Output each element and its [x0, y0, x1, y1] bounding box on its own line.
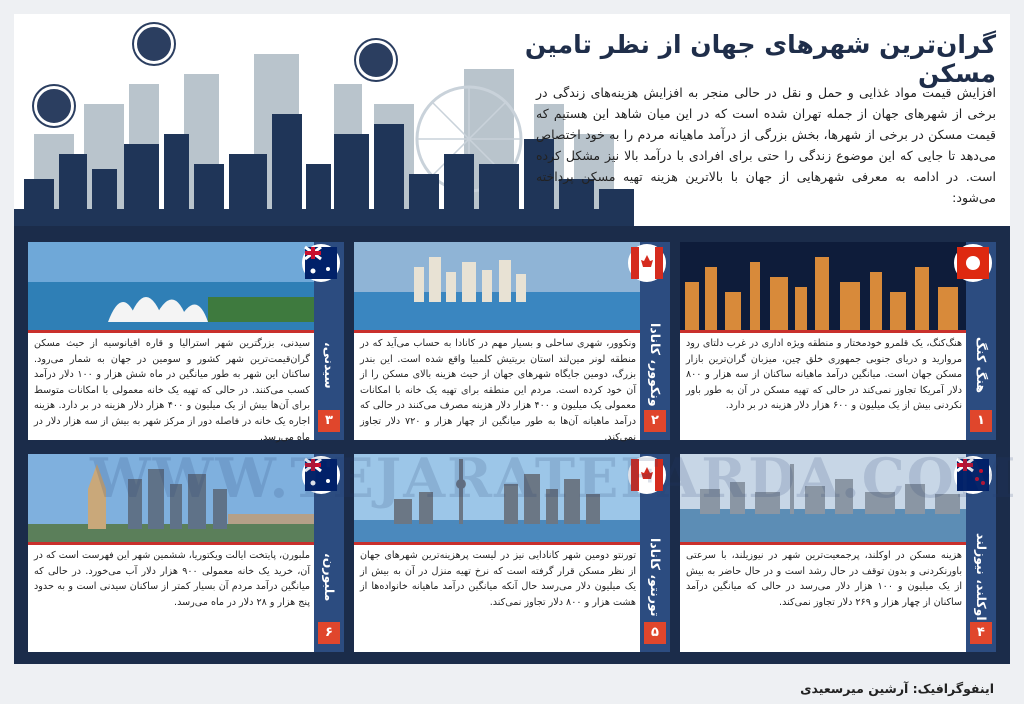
accent-bar: [28, 330, 314, 333]
australia-flag-icon: [302, 244, 340, 282]
city-name: ملبورن، استرالیا: [292, 552, 337, 602]
city-name: تورنتو، کانادا: [648, 537, 663, 617]
credit-line: اینفوگرافیک: آرشین میرسعیدی: [800, 681, 994, 696]
accent-bar: [354, 542, 640, 545]
city-name: هنگ کنگ: [974, 336, 989, 394]
rank-badge: ۳: [318, 410, 340, 432]
page-title: گران‌ترین شهرهای جهان از نظر تامین مسکن: [524, 30, 996, 88]
hong-kong-flag-icon: [954, 244, 992, 282]
money-icon: [356, 40, 396, 80]
city-card-vancouver: [354, 242, 670, 443]
money-icon: [134, 24, 174, 64]
rank-badge: ۴: [970, 622, 992, 644]
city-card-hong-kong: [680, 242, 996, 440]
city-description: هنگ‌کنگ، یک قلمرو خودمختار و منطقه ویژه اداری در غرب دلتای رود مروارید و دریای جنوبی جمهوری خلق چین، میزبان گران‌ترین بازار مسکن جهان است. میانگین درآمد ماهیانه ساکنان از سه هزار و ۸۰۰ دلار آمریکا تجاوز نمی‌کند در حالی که تهیه مسکن در آن به طور باور نکردنی بیش از یک میلیون و ۶۰۰ هزار دلار هزینه در بر دارد.: [686, 338, 962, 412]
city-description: تورنتو دومین شهر کانادایی نیز در لیست پرهزینه‌ترین شهرهای جهان از نظر مسکن قرار گرفته است که نرخ تهیه منزل در آن به بیش از یک میلیون دلار می‌رسد حال آنکه میانگین درآمد ماهیانه خانواده‌ها از هشت هزار و ۸۰۰ دلار تجاوز نمی‌کند.: [360, 550, 636, 608]
accent-bar: [354, 330, 640, 333]
city-description: ونکوور، شهری ساحلی و بسیار مهم در کانادا به حساب می‌آید که در منطقه لونر مین‌لند استان بریتیش کلمبیا واقع شده است. این بندر بزرگ، دومین جایگاه شهرهای جهان از حیث هزینه بالای مسکن را از آن خود کرده است. مردم این منطقه برای تهیه یک خانه با امکانات معمولی یک میلیون و ۴۰۰ هزار دلار هزینه مصرف می‌کنند در حالی که درآمد ماهیانه آن‌ها به طور میانگین از چهار هزار و ۷۲۰ دلار تجاوز نمی‌کند.: [360, 338, 637, 443]
city-card-sydney: [28, 242, 344, 443]
city-name: ونکوور، کانادا: [648, 323, 663, 407]
city-photo: [680, 242, 966, 330]
watermark: WWW.TEJARATEFARDA.COM: [90, 446, 1018, 510]
city-photo: [28, 242, 314, 330]
rank-badge: ۲: [644, 410, 666, 432]
city-photo: [354, 242, 640, 330]
accent-bar: [28, 542, 314, 545]
money-icon: [34, 86, 74, 126]
city-description: ملبورن، پایتخت ایالت ویکتوریا، ششمین شهر این فهرست است که در آن، خرید یک خانه معمولی ۹۰۰ هزار دلار آب می‌خورد. در حالی که میانگین درآمد مردم آن بسیار کمتر از ساکنان سیدنی است و به حدود پنج هزار و ۲۸ دلار در ماه می‌رسد.: [34, 550, 310, 608]
city-description: هزینه مسکن در اوکلند، پرجمعیت‌ترین شهر در نیوزیلند، با سرعتی باورنکردنی و بدون توقف در حال رشد است و در حال حاضر به بیش از یک میلیون و ۱۰۰ هزار دلار می‌رسد در حالی که میانگین درآمد ساکنان از چهار هزار و ۲۶۹ دلار تجاوز نمی‌کند.: [686, 550, 962, 608]
city-name: سیدنی، استرالیا: [292, 340, 337, 390]
rank-badge: ۶: [318, 622, 340, 644]
accent-bar: [680, 330, 966, 333]
rank-badge: ۱: [970, 410, 992, 432]
rank-badge: ۵: [644, 622, 666, 644]
accent-bar: [680, 542, 966, 545]
intro-paragraph: افزایش قیمت مواد غذایی و حمل و نقل در حالی منجر به افزایش هزینه‌های زندگی در برخی از شهرهای جهان از جمله تهران شده است که در این میان شاهد این هستیم که قیمت مسکن در برخی از شهرها، بخش بزرگی از درآمد ماهیانه مردم را به خود اختصاص می‌دهد تا جایی که این موضوع زندگی را حتی برای افرادی با درآمد بالا نیز مشکل کرده است. در ادامه به معرفی شهرهایی از جهان با بالاترین هزینه تهیه مسکن پرداخته می‌شود:: [536, 85, 996, 205]
canada-flag-icon: [628, 244, 666, 282]
city-description: سیدنی، بزرگترین شهر استرالیا و قاره اقیانوسیه از حیث مسکن گران‌قیمت‌ترین شهر کشور و سومین در جهان به شمار می‌رود. ساکنان این شهر به طور میانگین در ماه شش هزار و ۱۰۰ دلار درآمد کسب می‌کنند. در حالی که تهیه یک خانه معمولی با امکانات متوسط برای آن‌ها بیش از یک میلیون و ۴۰۰ هزار دلار هزینه در بر دارد. هزینه اجاره یک خانه در فاصله دور از مرکز شهر به بیش از سه هزار دلار در ماه می‌رسد.: [34, 338, 310, 443]
city-name: اوکلند، نیوزلند: [974, 533, 989, 621]
